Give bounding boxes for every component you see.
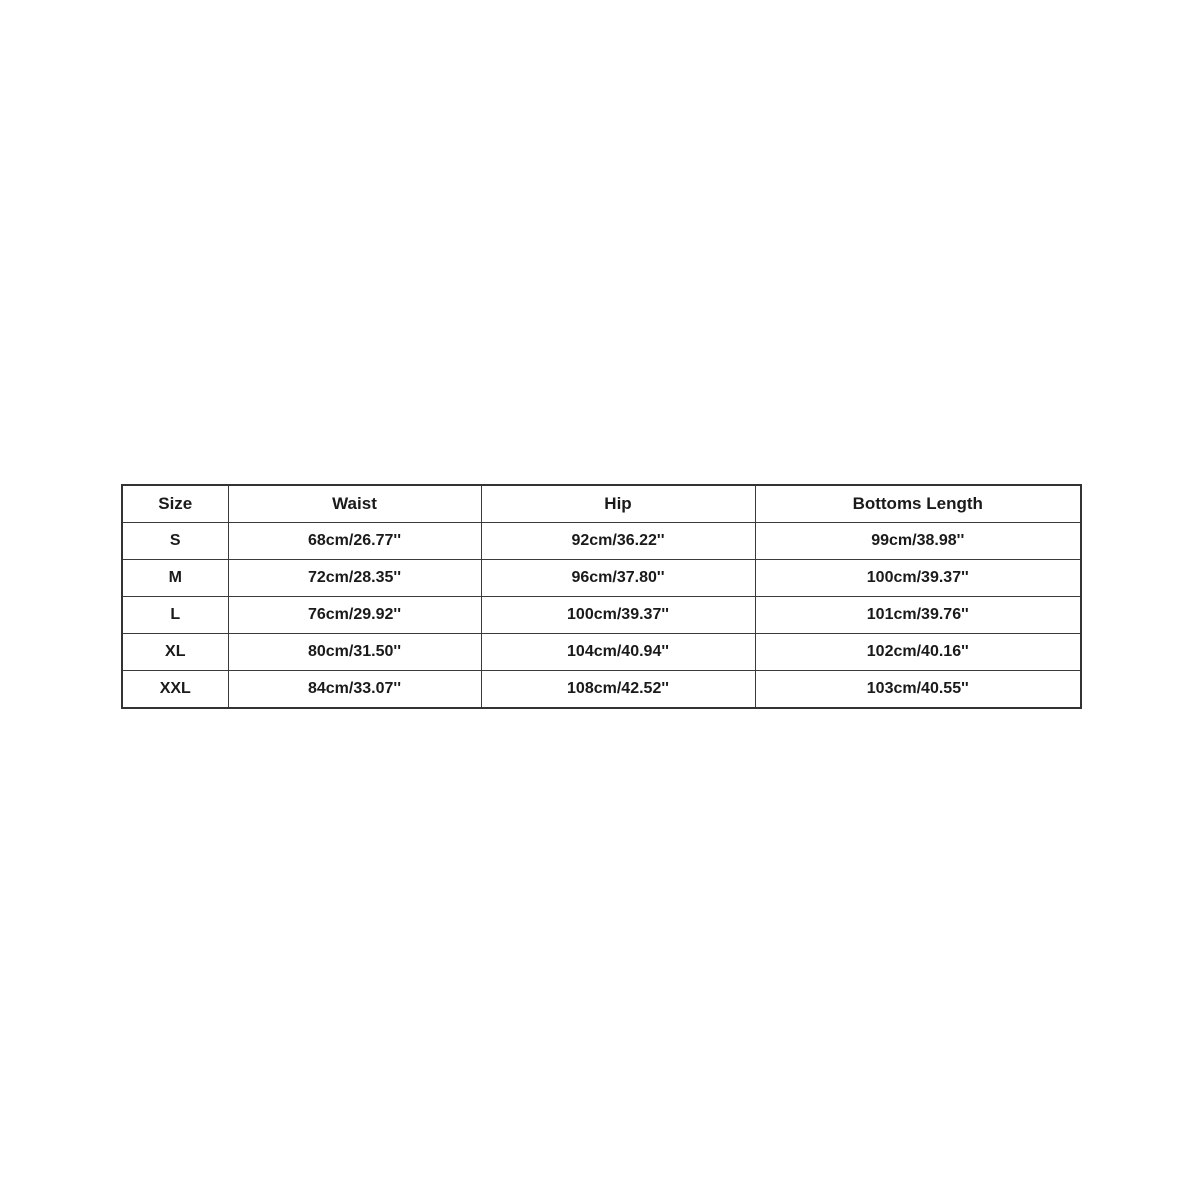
header-waist: Waist bbox=[228, 485, 481, 523]
size-cell: XXL bbox=[122, 671, 228, 709]
bottoms-length-cell: 103cm/40.55'' bbox=[755, 671, 1081, 709]
hip-cell: 104cm/40.94'' bbox=[481, 634, 755, 671]
header-hip: Hip bbox=[481, 485, 755, 523]
size-cell: M bbox=[122, 560, 228, 597]
header-size: Size bbox=[122, 485, 228, 523]
table-row bbox=[122, 523, 1081, 560]
size-cell: L bbox=[122, 597, 228, 634]
table-header-row bbox=[122, 485, 1081, 523]
bottoms-length-cell: 102cm/40.16'' bbox=[755, 634, 1081, 671]
header-bottoms-length: Bottoms Length bbox=[755, 485, 1081, 523]
hip-cell: 92cm/36.22'' bbox=[481, 523, 755, 560]
size-cell: S bbox=[122, 523, 228, 560]
size-cell: XL bbox=[122, 634, 228, 671]
table-row bbox=[122, 560, 1081, 597]
bottoms-length-cell: 101cm/39.76'' bbox=[755, 597, 1081, 634]
waist-cell: 76cm/29.92'' bbox=[228, 597, 481, 634]
hip-cell: 100cm/39.37'' bbox=[481, 597, 755, 634]
waist-cell: 72cm/28.35'' bbox=[228, 560, 481, 597]
hip-cell: 108cm/42.52'' bbox=[481, 671, 755, 709]
hip-cell: 96cm/37.80'' bbox=[481, 560, 755, 597]
bottoms-length-cell: 100cm/39.37'' bbox=[755, 560, 1081, 597]
size-chart-table bbox=[121, 484, 1082, 709]
waist-cell: 84cm/33.07'' bbox=[228, 671, 481, 709]
table-row bbox=[122, 671, 1081, 709]
bottoms-length-cell: 99cm/38.98'' bbox=[755, 523, 1081, 560]
table-row bbox=[122, 597, 1081, 634]
waist-cell: 80cm/31.50'' bbox=[228, 634, 481, 671]
table-row bbox=[122, 634, 1081, 671]
waist-cell: 68cm/26.77'' bbox=[228, 523, 481, 560]
